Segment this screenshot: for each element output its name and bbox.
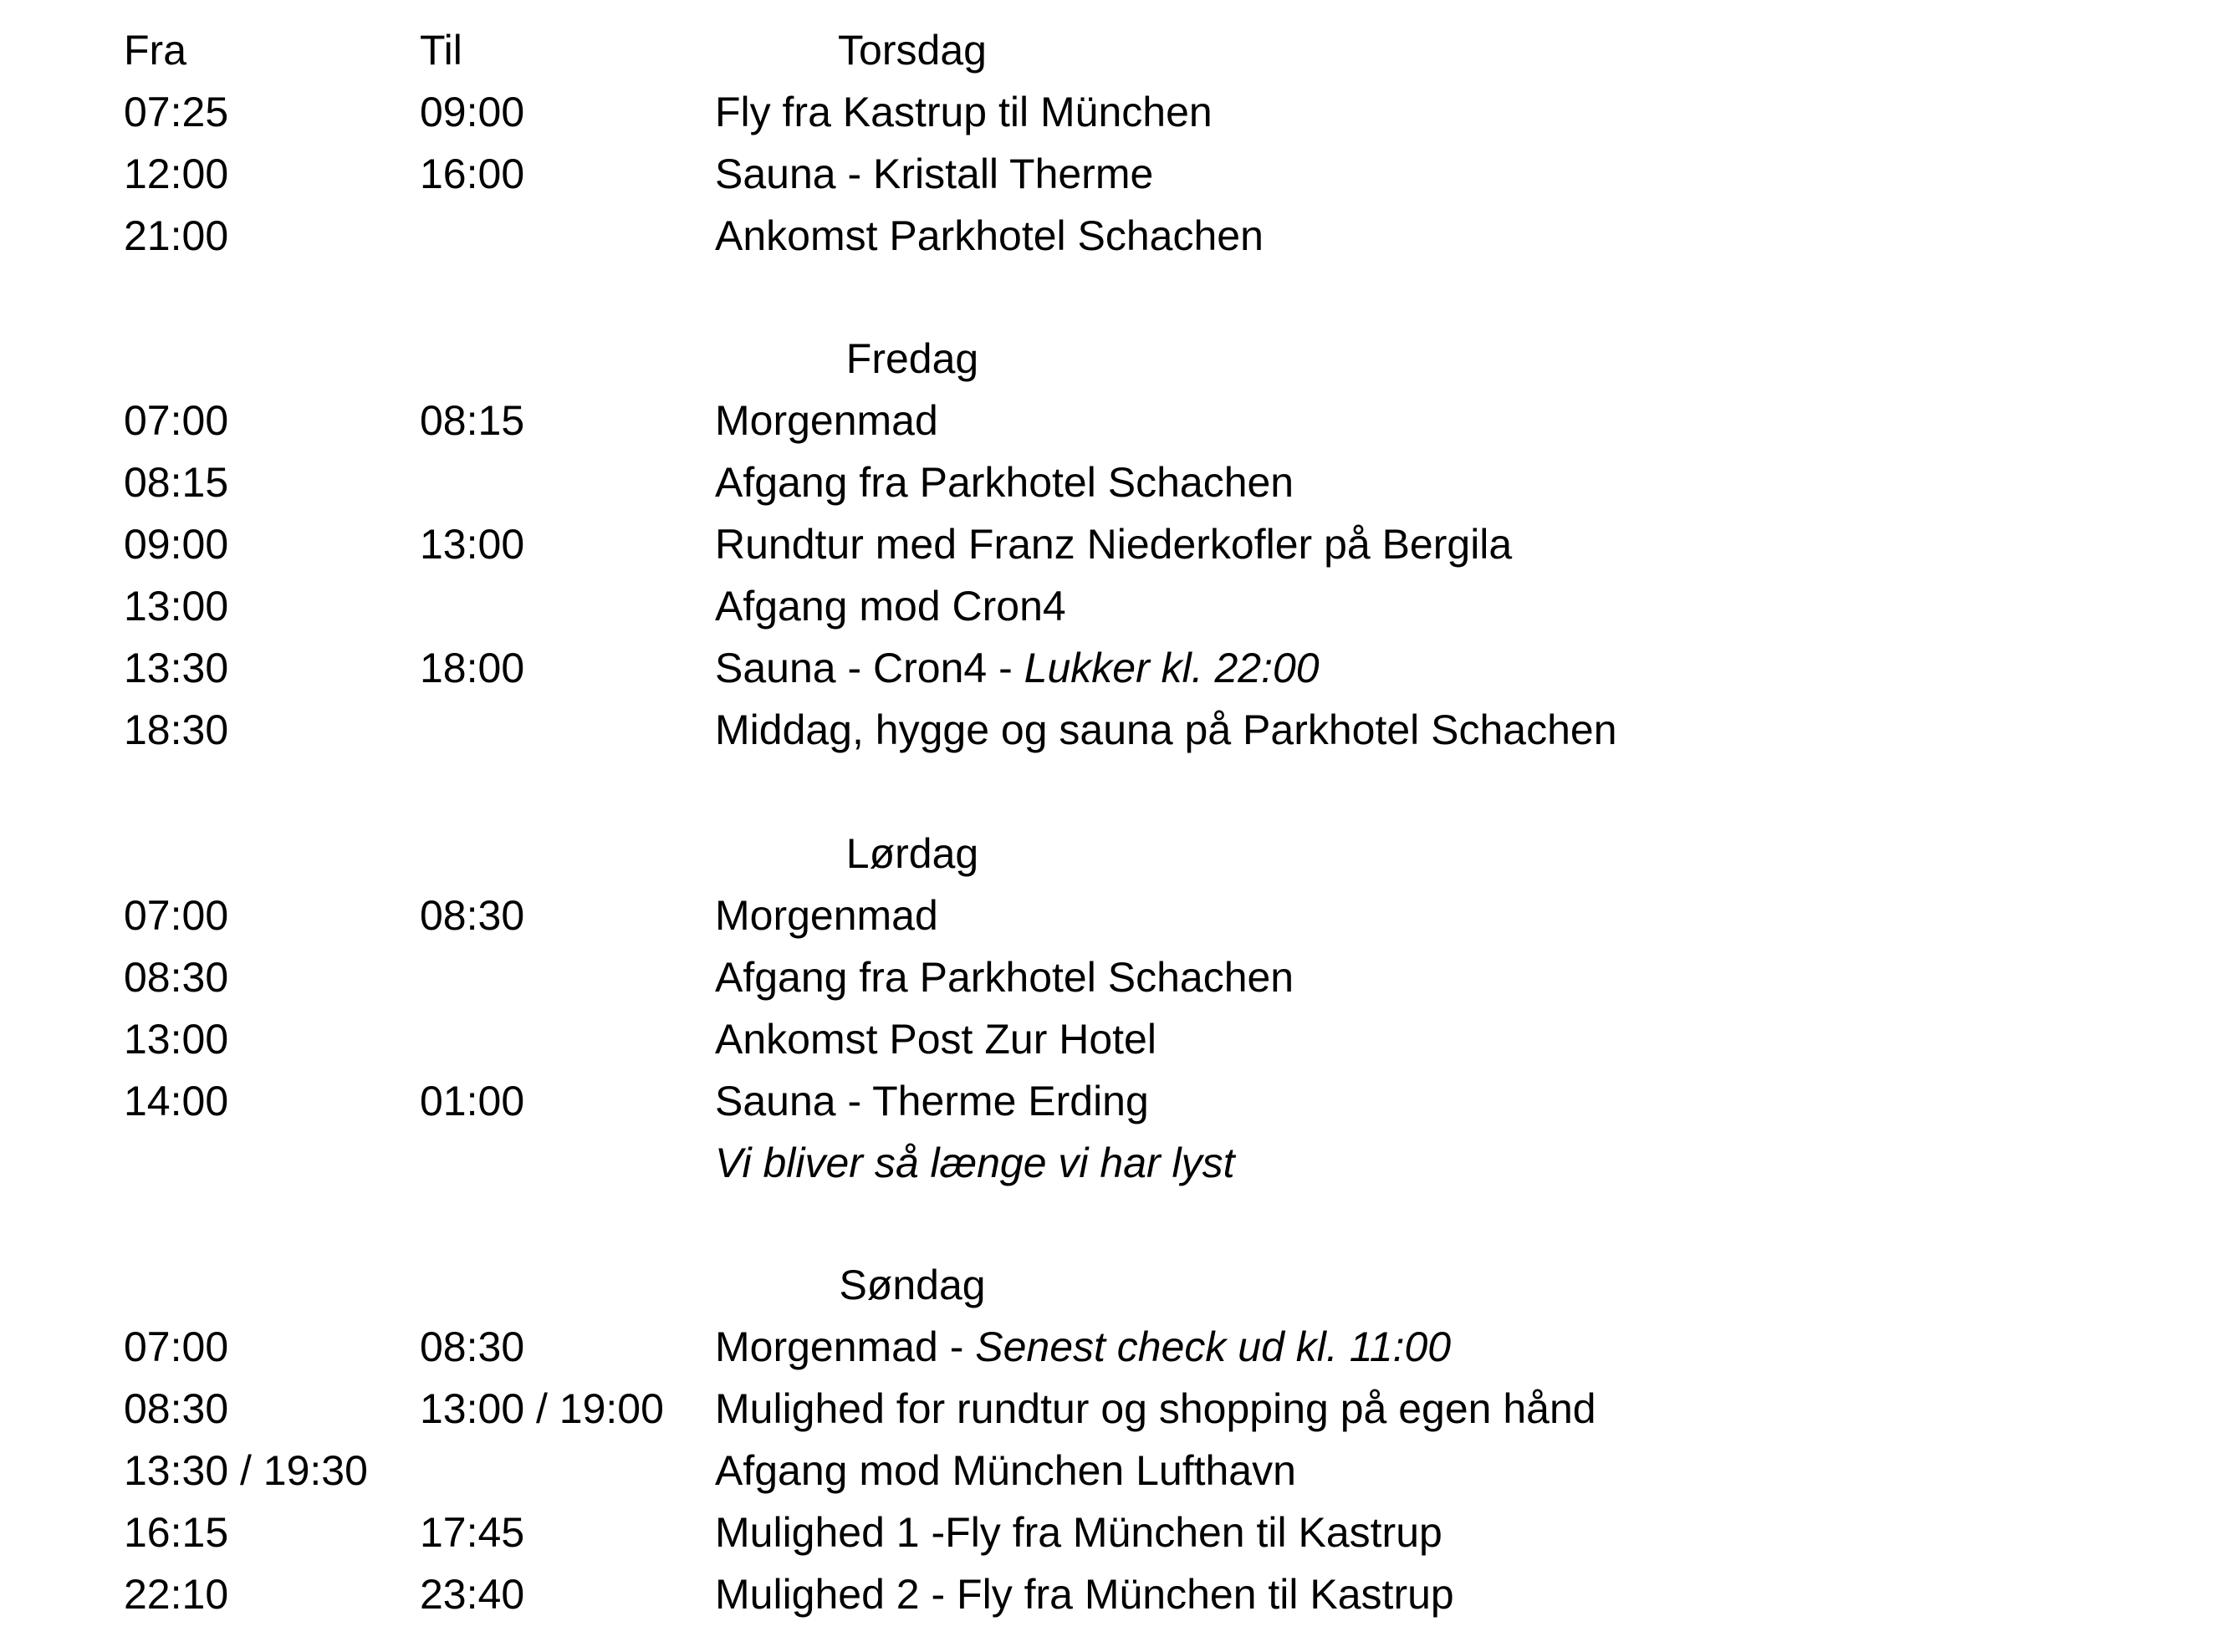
day-heading: Torsdag	[838, 27, 987, 74]
row-fra: 07:25	[124, 89, 229, 135]
activity-text: Ankomst Post Zur Hotel	[715, 1016, 1156, 1063]
day-heading: Fredag	[845, 335, 979, 382]
row-fra: 13:30	[124, 645, 229, 691]
row-activity	[715, 575, 1066, 637]
row-til: 23:40	[420, 1571, 525, 1618]
row-activity	[715, 451, 1294, 513]
row-activity	[715, 1440, 1296, 1502]
activity-text: Sauna - Cron4 -	[715, 645, 1024, 691]
row-activity	[715, 513, 1512, 575]
activity-text: Afgang mod Cron4	[715, 583, 1066, 630]
row-activity	[715, 1070, 1149, 1132]
row-til: 17:45	[420, 1509, 525, 1556]
activity-text: Morgenmad	[715, 397, 938, 444]
row-activity	[715, 1563, 1454, 1625]
activity-note: Senest check ud kl. 11:00	[975, 1323, 1452, 1370]
activity-note: Vi bliver så længe vi har lyst	[715, 1140, 1235, 1186]
row-fra: 13:00	[124, 583, 229, 630]
row-activity	[715, 637, 1320, 699]
row-activity	[715, 699, 1617, 761]
row-activity	[715, 1008, 1156, 1070]
day-heading: Lørdag	[845, 830, 979, 877]
activity-text: Sauna - Kristall Therme	[715, 150, 1154, 197]
row-til: 08:15	[420, 397, 525, 444]
activity-text: Rundtur med Franz Niederkofler på Bergila	[715, 521, 1513, 568]
row-activity	[715, 81, 1213, 143]
activity-text: Afgang fra Parkhotel Schachen	[715, 459, 1294, 506]
row-fra: 14:00	[124, 1078, 229, 1124]
row-activity	[715, 390, 938, 451]
row-fra: 21:00	[124, 212, 229, 259]
day-heading: Søndag	[839, 1262, 986, 1308]
activity-note: Lukker kl. 22:00	[1024, 645, 1320, 691]
activity-text: Middag, hygge og sauna på Parkhotel Schachen	[715, 706, 1617, 753]
row-fra: 18:30	[124, 706, 229, 753]
row-fra: 12:00	[124, 150, 229, 197]
row-fra: 13:30 / 19:30	[124, 1447, 368, 1494]
row-fra: 08:15	[124, 459, 229, 506]
row-activity	[715, 205, 1264, 267]
row-fra: 07:00	[124, 1323, 229, 1370]
activity-text: Afgang mod München Lufthavn	[715, 1447, 1296, 1494]
activity-text: Morgenmad -	[715, 1323, 976, 1370]
row-fra: 07:00	[124, 892, 229, 939]
activity-text: Mulighed for rundtur og shopping på egen hånd	[715, 1385, 1596, 1432]
activity-text: Morgenmad	[715, 892, 938, 939]
row-til: 13:00	[420, 521, 525, 568]
row-til: 08:30	[420, 892, 525, 939]
row-fra: 07:00	[124, 397, 229, 444]
row-til: 13:00 / 19:00	[420, 1385, 664, 1432]
header-fra: Fra	[124, 27, 186, 74]
activity-text: Sauna - Therme Erding	[715, 1078, 1149, 1124]
row-til: 01:00	[420, 1078, 525, 1124]
row-til: 18:00	[420, 645, 525, 691]
header-til: Til	[420, 27, 462, 74]
row-activity	[715, 946, 1294, 1008]
row-activity	[715, 1132, 1235, 1194]
row-fra: 09:00	[124, 521, 229, 568]
activity-text: Ankomst Parkhotel Schachen	[715, 212, 1264, 259]
activity-text: Afgang fra Parkhotel Schachen	[715, 954, 1294, 1001]
row-fra: 16:15	[124, 1509, 229, 1556]
row-til: 09:00	[420, 89, 525, 135]
row-til: 08:30	[420, 1323, 525, 1370]
activity-text: Fly fra Kastrup til München	[715, 89, 1213, 135]
row-til: 16:00	[420, 150, 525, 197]
row-fra: 22:10	[124, 1571, 229, 1618]
row-activity	[715, 885, 938, 946]
row-fra: 08:30	[124, 1385, 229, 1432]
row-activity	[715, 1378, 1596, 1440]
row-activity	[715, 143, 1153, 205]
row-fra: 08:30	[124, 954, 229, 1001]
row-activity	[715, 1502, 1442, 1563]
activity-text: Mulighed 1 -Fly fra München til Kastrup	[715, 1509, 1442, 1556]
row-activity	[715, 1316, 1451, 1378]
activity-text: Mulighed 2 - Fly fra München til Kastrup	[715, 1571, 1454, 1618]
row-fra: 13:00	[124, 1016, 229, 1063]
